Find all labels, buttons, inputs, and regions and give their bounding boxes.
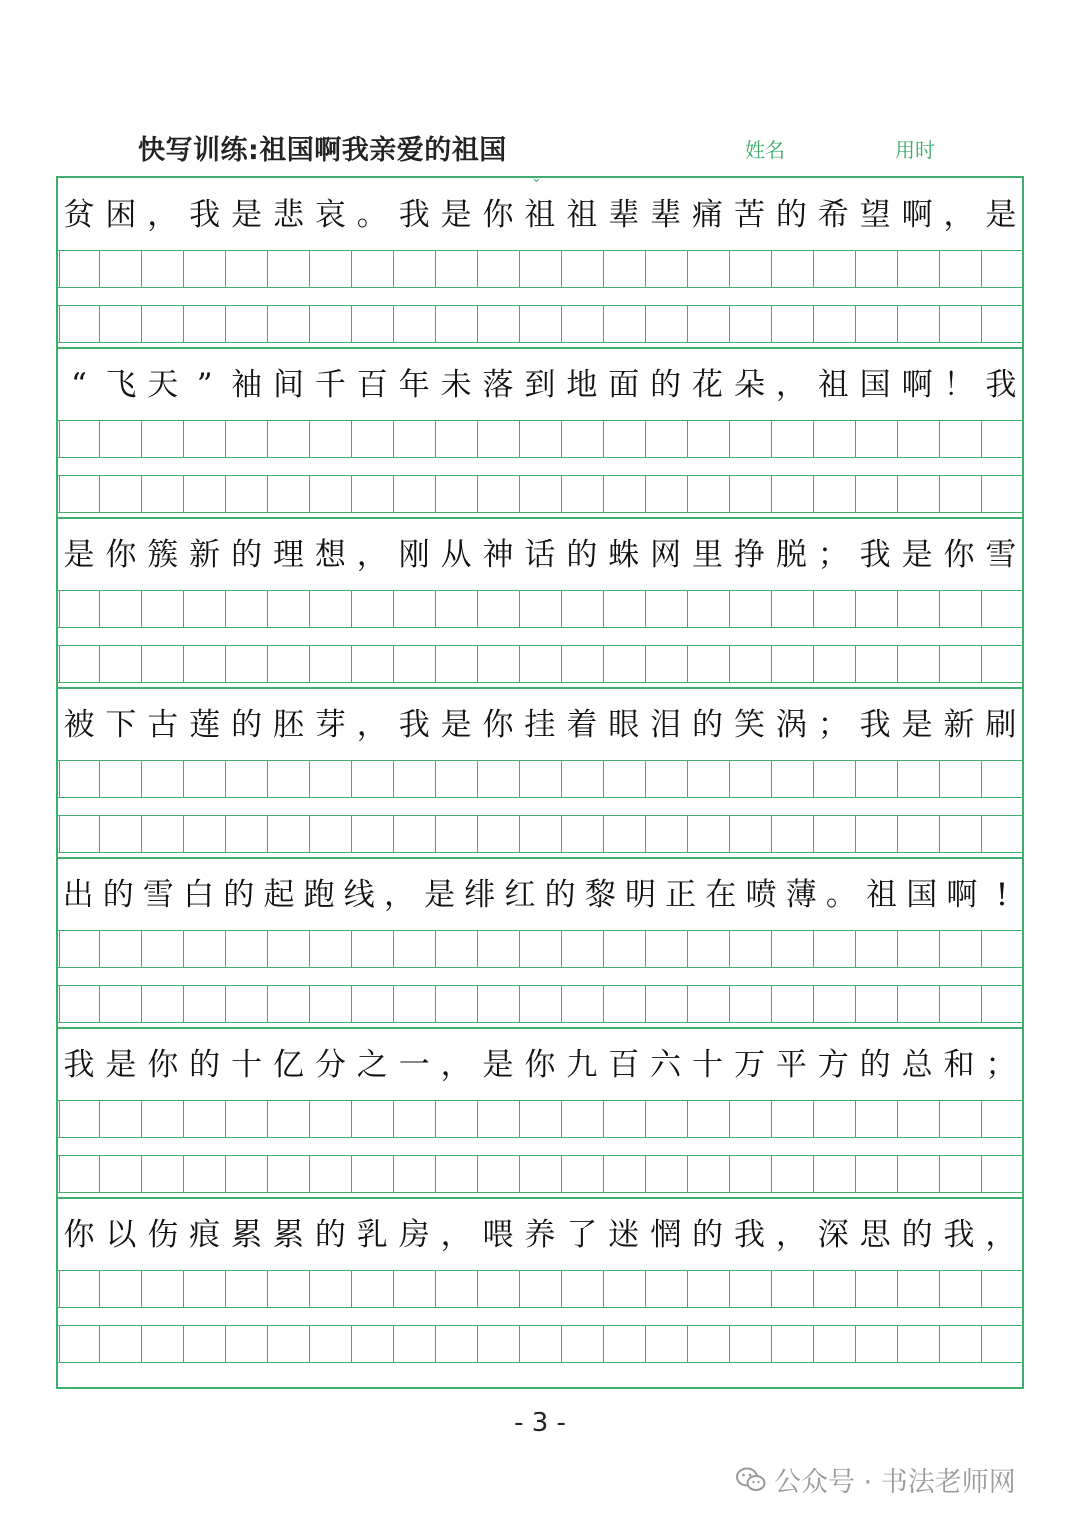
copy-character: ， (356, 536, 388, 573)
copy-character: 的 (231, 536, 263, 573)
watermark-text: 公众号 · 书法老师网 (774, 1467, 1016, 1498)
copy-character: 想 (314, 536, 346, 573)
copy-character: 话 (524, 536, 556, 573)
copy-character: 的 (314, 1216, 346, 1253)
copy-character: 是 (985, 196, 1017, 233)
copy-character: 贫 (63, 196, 95, 233)
copy-character: 未 (440, 366, 472, 403)
practice-grid-row (58, 1100, 1022, 1138)
copy-character: 落 (482, 366, 514, 403)
copy-character: 下 (105, 706, 137, 743)
copy-character: 万 (733, 1046, 765, 1083)
copy-character: 是 (424, 876, 456, 913)
copy-character: 啊 (946, 876, 978, 913)
practice-grid-row (58, 1325, 1022, 1363)
copy-text-line (58, 1206, 1022, 1264)
copy-character: 思 (859, 1216, 891, 1253)
copy-text-line (58, 186, 1022, 244)
page-title: 快写训练:祖国啊我亲爱的祖国 (138, 135, 507, 166)
copy-character: ！ (943, 366, 975, 403)
copy-character: 你 (105, 536, 137, 573)
practice-grid-row (58, 305, 1022, 343)
copy-character: 百 (608, 1046, 640, 1083)
copy-character: 的 (231, 706, 263, 743)
copy-character: 百 (356, 366, 388, 403)
copy-character: 以 (105, 1216, 137, 1253)
copy-character: 祖 (566, 196, 598, 233)
copy-character: 九 (566, 1046, 598, 1083)
copy-text-line (58, 526, 1022, 584)
watermark (736, 1460, 1016, 1499)
copy-character: 十 (231, 1046, 263, 1083)
copy-character: 神 (482, 536, 514, 573)
copy-character: ， (440, 1216, 472, 1253)
copy-character: 了 (566, 1216, 598, 1253)
copy-character: 的 (692, 1216, 724, 1253)
copy-character: 袖 (231, 366, 263, 403)
copy-character: 是 (440, 706, 472, 743)
copy-character: 朵 (733, 366, 765, 403)
copy-character: 千 (314, 366, 346, 403)
practice-grid-row (58, 645, 1022, 683)
copy-character: 起 (263, 876, 295, 913)
copy-character: 祖 (866, 876, 898, 913)
copy-character: “ (71, 366, 87, 403)
copy-character: 我 (985, 366, 1017, 403)
copy-character: 啊 (901, 196, 933, 233)
copy-character: 辈 (650, 196, 682, 233)
copy-character: 莲 (189, 706, 221, 743)
copy-character: 被 (63, 706, 95, 743)
copy-character: 望 (859, 196, 891, 233)
copy-character: ， (943, 196, 975, 233)
copy-character: 网 (650, 536, 682, 573)
copy-character: 的 (223, 876, 255, 913)
band-divider (58, 347, 1022, 349)
copy-character: 痕 (189, 1216, 221, 1253)
copy-character: 是 (901, 706, 933, 743)
copy-character: 眼 (608, 706, 640, 743)
copy-text-line (58, 356, 1022, 414)
time-field-label: 用时 (895, 138, 935, 162)
writing-grid (56, 176, 1024, 1389)
copy-character: 国 (906, 876, 938, 913)
copy-character: 天 (147, 366, 179, 403)
copy-character: 辈 (608, 196, 640, 233)
practice-grid-row (58, 1270, 1022, 1308)
band-divider (58, 1027, 1022, 1029)
copy-character: 白 (183, 876, 215, 913)
copy-character: 的 (189, 1046, 221, 1083)
copy-character: 的 (650, 366, 682, 403)
copy-character: 刷 (985, 706, 1017, 743)
copy-character: ， (985, 1216, 1017, 1253)
copy-character: 间 (272, 366, 304, 403)
band-divider (58, 857, 1022, 859)
copy-character: 里 (692, 536, 724, 573)
copy-character: 的 (775, 196, 807, 233)
practice-grid-row (58, 590, 1022, 628)
copy-character: 你 (943, 536, 975, 573)
copy-character: 你 (482, 706, 514, 743)
copy-character: 祖 (524, 196, 556, 233)
copy-character: ， (775, 366, 807, 403)
copy-character: 的 (102, 876, 134, 913)
band-divider (58, 687, 1022, 689)
copy-character: 新 (189, 536, 221, 573)
copy-character: ! (995, 876, 1009, 913)
copy-character: 出 (62, 876, 94, 913)
copy-character: 迷 (608, 1216, 640, 1253)
practice-grid-row (58, 815, 1022, 853)
copy-character: ， (775, 1216, 807, 1253)
copy-character: 是 (63, 536, 95, 573)
copy-character: 从 (440, 536, 472, 573)
copy-character: 房 (398, 1216, 430, 1253)
copy-character: 之 (356, 1046, 388, 1083)
chevron-down-icon: ⌄ (531, 171, 542, 186)
copy-character: 绯 (464, 876, 496, 913)
copy-character: 红 (504, 876, 536, 913)
copy-character: 正 (665, 876, 697, 913)
copy-character: 面 (608, 366, 640, 403)
copy-character: 古 (147, 706, 179, 743)
copy-character: 芽 (314, 706, 346, 743)
copy-character: ； (817, 536, 849, 573)
band-divider (58, 1197, 1022, 1199)
copy-character: 伤 (147, 1216, 179, 1253)
copy-character: 我 (943, 1216, 975, 1253)
copy-character: 总 (901, 1046, 933, 1083)
copy-character: 是 (482, 1046, 514, 1083)
copy-character: 的 (692, 706, 724, 743)
copy-character: 乳 (356, 1216, 388, 1253)
copy-text-line (58, 1036, 1022, 1094)
copy-character: 的 (544, 876, 576, 913)
copy-text-line (58, 866, 1022, 924)
copy-character: 雪 (142, 876, 174, 913)
copy-character: 啊 (901, 366, 933, 403)
practice-grid-row (58, 1155, 1022, 1193)
copy-character: 挣 (733, 536, 765, 573)
copy-character: 的 (901, 1216, 933, 1253)
copy-character: 跑 (303, 876, 335, 913)
copy-character: 六 (650, 1046, 682, 1083)
copy-character: 悲 (272, 196, 304, 233)
copy-character: 分 (314, 1046, 346, 1083)
copy-character: 薄 (785, 876, 817, 913)
copy-character: 涡 (775, 706, 807, 743)
copy-character: ； (985, 1046, 1017, 1083)
copy-character: 你 (524, 1046, 556, 1083)
copy-character: 明 (624, 876, 656, 913)
copy-character: 是 (440, 196, 472, 233)
copy-character: 是 (901, 536, 933, 573)
copy-character: 线 (343, 876, 375, 913)
name-field-label: 姓名 (745, 138, 785, 162)
wechat-icon (736, 1467, 766, 1493)
copy-character: 方 (817, 1046, 849, 1083)
copy-character: 困 (105, 196, 137, 233)
copy-character: 在 (705, 876, 737, 913)
copy-character: 脱 (775, 536, 807, 573)
copy-character: 泪 (650, 706, 682, 743)
copy-character: 年 (398, 366, 430, 403)
copy-character: 笑 (733, 706, 765, 743)
practice-grid-row (58, 475, 1022, 513)
copy-character: 你 (147, 1046, 179, 1083)
copy-character: ， (383, 876, 415, 913)
copy-character: 希 (817, 196, 849, 233)
copy-character: 。 (356, 196, 388, 233)
copy-character: 花 (692, 366, 724, 403)
copy-character: 养 (524, 1216, 556, 1253)
copy-character: 簇 (147, 536, 179, 573)
copy-character: 和 (943, 1046, 975, 1083)
copy-character: ； (817, 706, 849, 743)
copy-character: 你 (482, 196, 514, 233)
copy-character: 十 (692, 1046, 724, 1083)
copy-character: 我 (859, 706, 891, 743)
practice-grid-row (58, 420, 1022, 458)
copy-character: 喷 (745, 876, 777, 913)
copy-character: 地 (566, 366, 598, 403)
copy-character: 喂 (482, 1216, 514, 1253)
practice-grid-row (58, 250, 1022, 288)
copy-character: 深 (817, 1216, 849, 1253)
copy-character: 我 (398, 706, 430, 743)
copy-character: 一 (398, 1046, 430, 1083)
copy-character: 雪 (985, 536, 1017, 573)
copy-character: 是 (231, 196, 263, 233)
copy-character: 挂 (524, 706, 556, 743)
copy-character: 我 (859, 536, 891, 573)
practice-grid-row (58, 760, 1022, 798)
copy-character: 的 (859, 1046, 891, 1083)
copy-character: 平 (775, 1046, 807, 1083)
copy-character: 理 (272, 536, 304, 573)
copy-character: 我 (189, 196, 221, 233)
copy-character: 。 (825, 876, 857, 913)
copy-character: 亿 (272, 1046, 304, 1083)
copy-character: 你 (63, 1216, 95, 1253)
copy-character: 是 (105, 1046, 137, 1083)
copy-character: 哀 (314, 196, 346, 233)
copy-character: 痛 (692, 196, 724, 233)
copy-character: 祖 (817, 366, 849, 403)
copy-character: 蛛 (608, 536, 640, 573)
copy-character: 着 (566, 706, 598, 743)
copy-character: 国 (859, 366, 891, 403)
copy-character: 的 (566, 536, 598, 573)
copy-character: 黎 (584, 876, 616, 913)
copy-character: ” (196, 366, 213, 403)
copy-character: 苦 (733, 196, 765, 233)
copy-character: 我 (733, 1216, 765, 1253)
band-divider (58, 517, 1022, 519)
copy-character: 累 (272, 1216, 304, 1253)
page-number: - 3 - (514, 1408, 566, 1438)
practice-grid-row (58, 985, 1022, 1023)
copy-text-line (58, 696, 1022, 754)
copy-character: 累 (231, 1216, 263, 1253)
copy-character: 刚 (398, 536, 430, 573)
copy-character: ， (440, 1046, 472, 1083)
copy-character: ， (356, 706, 388, 743)
practice-grid-row (58, 930, 1022, 968)
copy-character: 我 (398, 196, 430, 233)
copy-character: 我 (63, 1046, 95, 1083)
copy-character: 飞 (105, 366, 137, 403)
copy-character: ， (147, 196, 179, 233)
copy-character: 新 (943, 706, 975, 743)
copy-character: 胚 (272, 706, 304, 743)
copy-character: 惘 (650, 1216, 682, 1253)
copy-character: 到 (524, 366, 556, 403)
